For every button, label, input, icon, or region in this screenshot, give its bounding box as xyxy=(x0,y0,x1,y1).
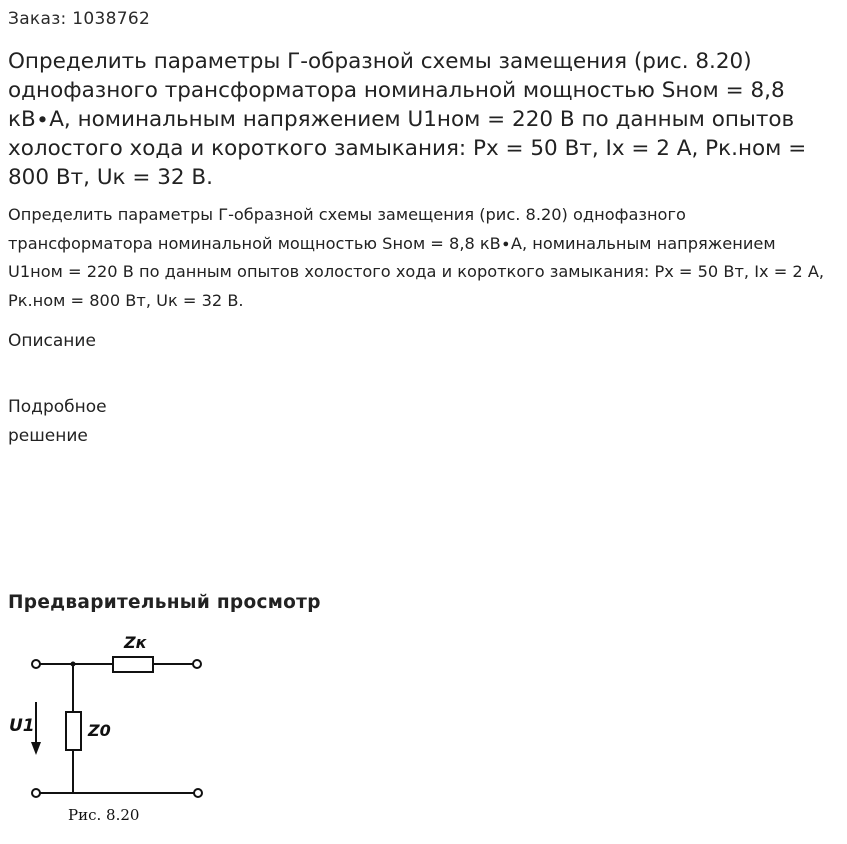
page-title: Определить параметры Г-образной схемы замещения (рис. 8.20) однофазного трансформатора номинальной мощностью Sном = 8,8 кВ∙А, номинальным напряжением U1ном = 220 В по данным опытов холостого хода и короткого замыкания: Рх = 50 Вт, Iх = 2 А, Рк.ном = 800 Вт, Uк = 32 В. xyxy=(8,49,807,190)
task-description-text: Определить параметры Г-образной схемы замещения (рис. 8.20) однофазного трансформатора номинальной мощностью Sном = 8,8 кВ∙А, номинальным напряжением U1ном = 220 В по данным опытов холостого хода и короткого замыкания: Рх = 50 Вт, Iх = 2 А, Рк.ном = 800 Вт, Uк = 32 В. xyxy=(8,205,825,310)
z0-label: Z0 xyxy=(88,721,111,740)
order-number: Заказ: 1038762 xyxy=(8,9,151,29)
u1-label: U1 xyxy=(9,716,35,736)
terminal-top-left xyxy=(32,660,40,668)
terminal-bottom-left xyxy=(32,789,40,797)
circuit-diagram-figure xyxy=(0,620,240,844)
zk-label: Zк xyxy=(124,633,147,652)
figure-caption: Рис. 8.20 xyxy=(68,806,140,824)
preview-heading: Предварительный просмотр xyxy=(8,592,321,613)
z0-resistor xyxy=(66,712,81,750)
description-label: Описание xyxy=(8,331,96,351)
terminal-bottom-right xyxy=(194,789,202,797)
voltage-arrow-head xyxy=(31,742,41,755)
zk-resistor xyxy=(113,657,153,672)
terminal-top-right xyxy=(193,660,201,668)
detailed-solution-label: Подробное решение xyxy=(8,397,107,446)
